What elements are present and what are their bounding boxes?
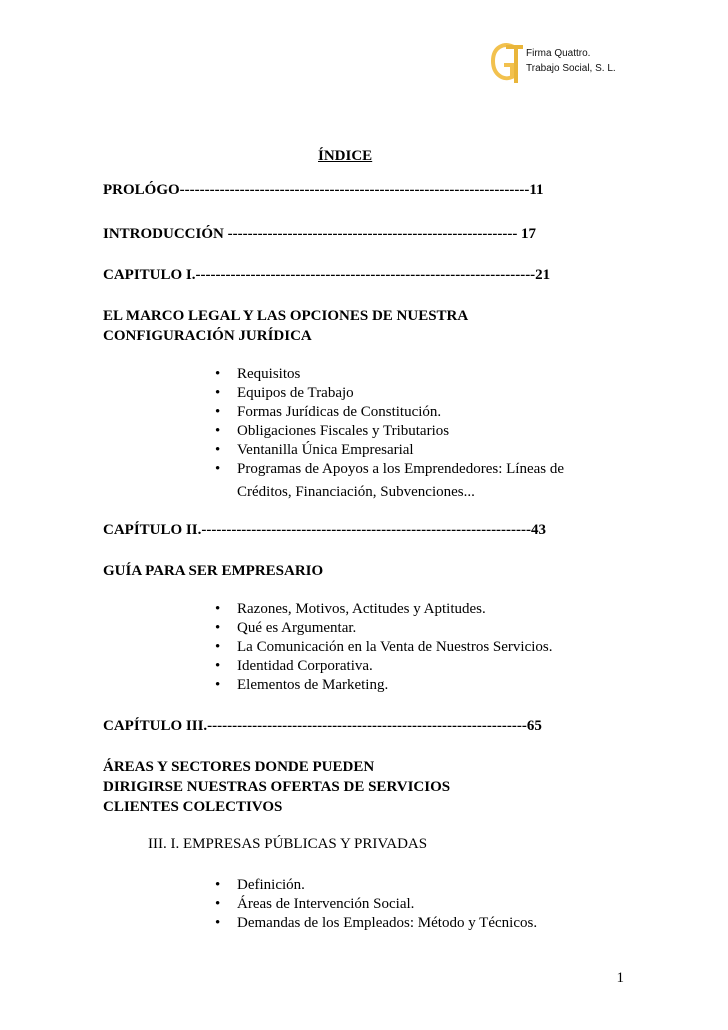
list-item: • Áreas de Intervención Social. — [215, 895, 537, 914]
list-item: • Programas de Apoyos a los Emprendedores: Líneas de — [215, 460, 564, 479]
toc-entry-introduccion: INTRODUCCIÓN ---------------------------------------------------------- 17 — [103, 226, 537, 242]
toc-entry-capitulo-1: CAPITULO I.--------------------------------------------------------------------21 — [103, 267, 551, 283]
section-3-heading — [103, 757, 450, 817]
list-item: • Qué es Argumentar. — [215, 619, 552, 638]
list-item: • Definición. — [215, 876, 537, 895]
toc-entry-capitulo-2: CAPÍTULO II.------------------------------------------------------------------43 — [103, 522, 547, 538]
list-item: • Requisitos — [215, 365, 564, 384]
gt-logo-mark-icon — [490, 41, 524, 85]
section-3-heading-line-3: CLIENTES COLECTIVOS — [103, 799, 283, 815]
section-1-heading-line-1: EL MARCO LEGAL Y LAS OPCIONES DE NUESTRA — [103, 308, 469, 324]
section-1-list — [215, 365, 564, 479]
logo-line-1: Firma Quattro. — [526, 48, 591, 59]
section-3-list — [215, 876, 537, 933]
toc-entry-prologo: PROLÓGO----------------------------------------------------------------------11 — [103, 182, 544, 198]
logo-line-2: Trabajo Social, S. L. — [526, 63, 616, 74]
company-logo — [490, 40, 626, 86]
logo-text — [526, 46, 616, 76]
list-item: • Elementos de Marketing. — [215, 676, 552, 695]
section-1-heading-line-2: CONFIGURACIÓN JURÍDICA — [103, 328, 312, 344]
toc-entry-capitulo-3: CAPÍTULO III.----------------------------------------------------------------65 — [103, 718, 542, 734]
list-item: • Identidad Corporativa. — [215, 657, 552, 676]
section-2-heading: GUÍA PARA SER EMPRESARIO — [103, 563, 324, 579]
section-3-heading-line-2: DIRIGIRSE NUESTRAS OFERTAS DE SERVICIOS — [103, 779, 451, 795]
list-item: • Razones, Motivos, Actitudes y Aptitudes. — [215, 600, 552, 619]
list-item: • Equipos de Trabajo — [215, 384, 564, 403]
section-3-heading-line-1: ÁREAS Y SECTORES DONDE PUEDEN — [103, 759, 375, 775]
list-item: • Formas Jurídicas de Constitución. — [215, 403, 564, 422]
list-item: • La Comunicación en la Venta de Nuestros Servicios. — [215, 638, 552, 657]
list-item: • Demandas de los Empleados: Método y Técnicos. — [215, 914, 537, 933]
list-item: • Ventanilla Única Empresarial — [215, 441, 564, 460]
list-item-continuation: Créditos, Financiación, Subvenciones... — [237, 484, 475, 500]
page-title: ÍNDICE — [318, 148, 373, 164]
list-item: • Obligaciones Fiscales y Tributarios — [215, 422, 564, 441]
section-3-subheading: III. I. EMPRESAS PÚBLICAS Y PRIVADAS — [148, 836, 428, 852]
section-2-list — [215, 600, 552, 695]
section-1-heading — [103, 306, 468, 346]
page-number: 1 — [616, 970, 624, 986]
